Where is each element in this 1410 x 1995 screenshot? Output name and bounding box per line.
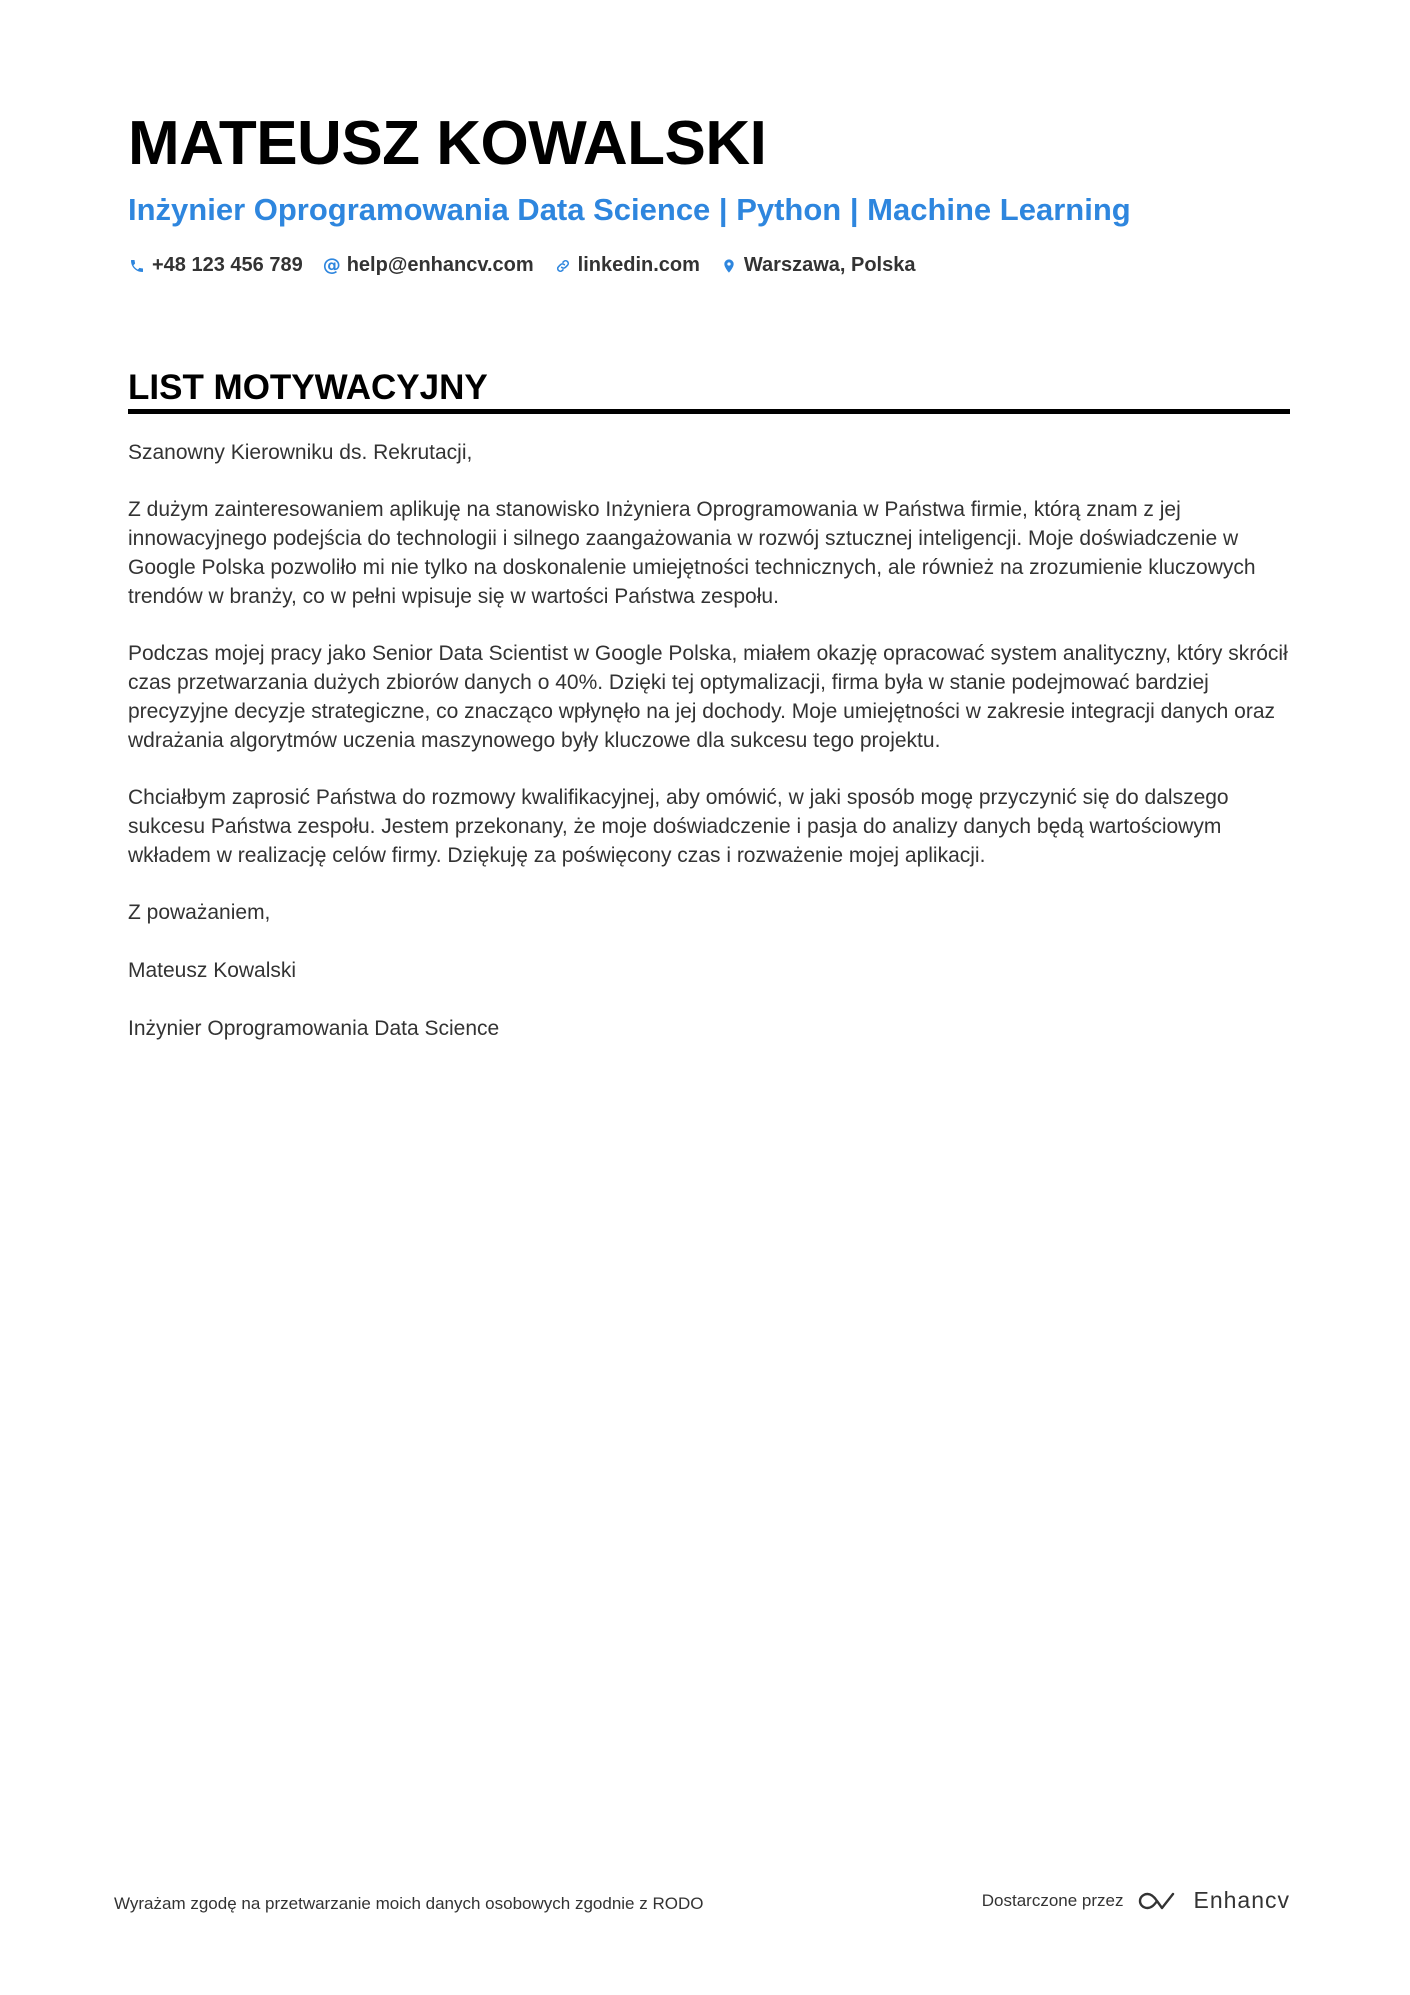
signature-title: Inżynier Oprogramowania Data Science — [128, 1017, 500, 1040]
letter-paragraph-1: Z dużym zainteresowaniem aplikuję na stanowisko Inżyniera Oprogramowania w Państwa firmie, którą znam z jej innowacyjnego podejścia do technologii i silnego zaangażowania w rozwój sztucznej inteligencji. Moje doświadczenie w Google Polska pozwoliło mi nie tylko na doskonalenie umiejętności technicznych, ale również na zrozumienie kluczowych trendów w branży, co w pełni wpisuje się w wartości Państwa zespołu. — [128, 498, 1256, 608]
section-divider — [128, 409, 1290, 414]
letter-closing: Z poważaniem, — [128, 901, 271, 924]
signature-name: Mateusz Kowalski — [128, 959, 297, 982]
candidate-headline: Inżynier Oprogramowania Data Science | Python | Machine Learning — [128, 192, 1131, 227]
link-icon — [554, 257, 572, 275]
contact-row — [128, 254, 935, 277]
letter-greeting: Szanowny Kierowniku ds. Rekrutacji, — [128, 441, 473, 464]
phone-icon — [128, 257, 146, 275]
letter-body — [128, 438, 1290, 1071]
contact-linkedin[interactable] — [554, 254, 700, 277]
gdpr-consent: Wyrażam zgodę na przetwarzanie moich danych osobowych zgodnie z RODO — [114, 1894, 704, 1913]
contact-location-text: Warszawa, Polska — [743, 254, 916, 276]
enhancv-logo-icon — [1135, 1889, 1181, 1913]
contact-phone[interactable] — [128, 254, 303, 277]
enhancv-brand-name: Enhancv — [1193, 1887, 1290, 1913]
letter-paragraph-3: Chciałbym zaprosić Państwa do rozmowy kwalifikacyjnej, aby omówić, w jaki sposób mogę przyczynić się do dalszego sukcesu Państwa zespołu. Jestem przekonany, że moje doświadczenie i pasja do analizy danych będą wartościowym wkładem w realizację celów firmy. Dziękuję za poświęcony czas i rozważenie mojej aplikacji. — [128, 786, 1229, 867]
contact-phone-text: +48 123 456 789 — [152, 254, 303, 276]
location-pin-icon — [720, 257, 738, 275]
contact-email[interactable] — [323, 254, 534, 277]
contact-linkedin-text: linkedin.com — [577, 254, 700, 276]
section-title: LIST MOTYWACYJNY — [128, 368, 488, 407]
at-icon: @ — [322, 254, 341, 276]
letter-paragraph-2: Podczas mojej pracy jako Senior Data Scientist w Google Polska, miałem okazję opracować system analityczny, który skrócił czas przetwarzania dużych zbiorów danych o 40%. Dzięki tej optymalizacji, firma była w stanie podejmować bardziej precyzyjne decyzje strategiczne, co znacząco wpłynęło na jej dochody. Moje umiejętności w zakresie integracji danych oraz wdrażania algorytmów uczenia maszynowego były kluczowe dla sukcesu tego projektu. — [128, 642, 1288, 752]
contact-email-text: help@enhancv.com — [346, 254, 534, 276]
candidate-name: MATEUSZ KOWALSKI — [128, 109, 767, 178]
contact-location — [720, 254, 916, 277]
powered-by-label: Dostarczone przez — [981, 1890, 1124, 1910]
powered-by[interactable] — [982, 1887, 1290, 1914]
